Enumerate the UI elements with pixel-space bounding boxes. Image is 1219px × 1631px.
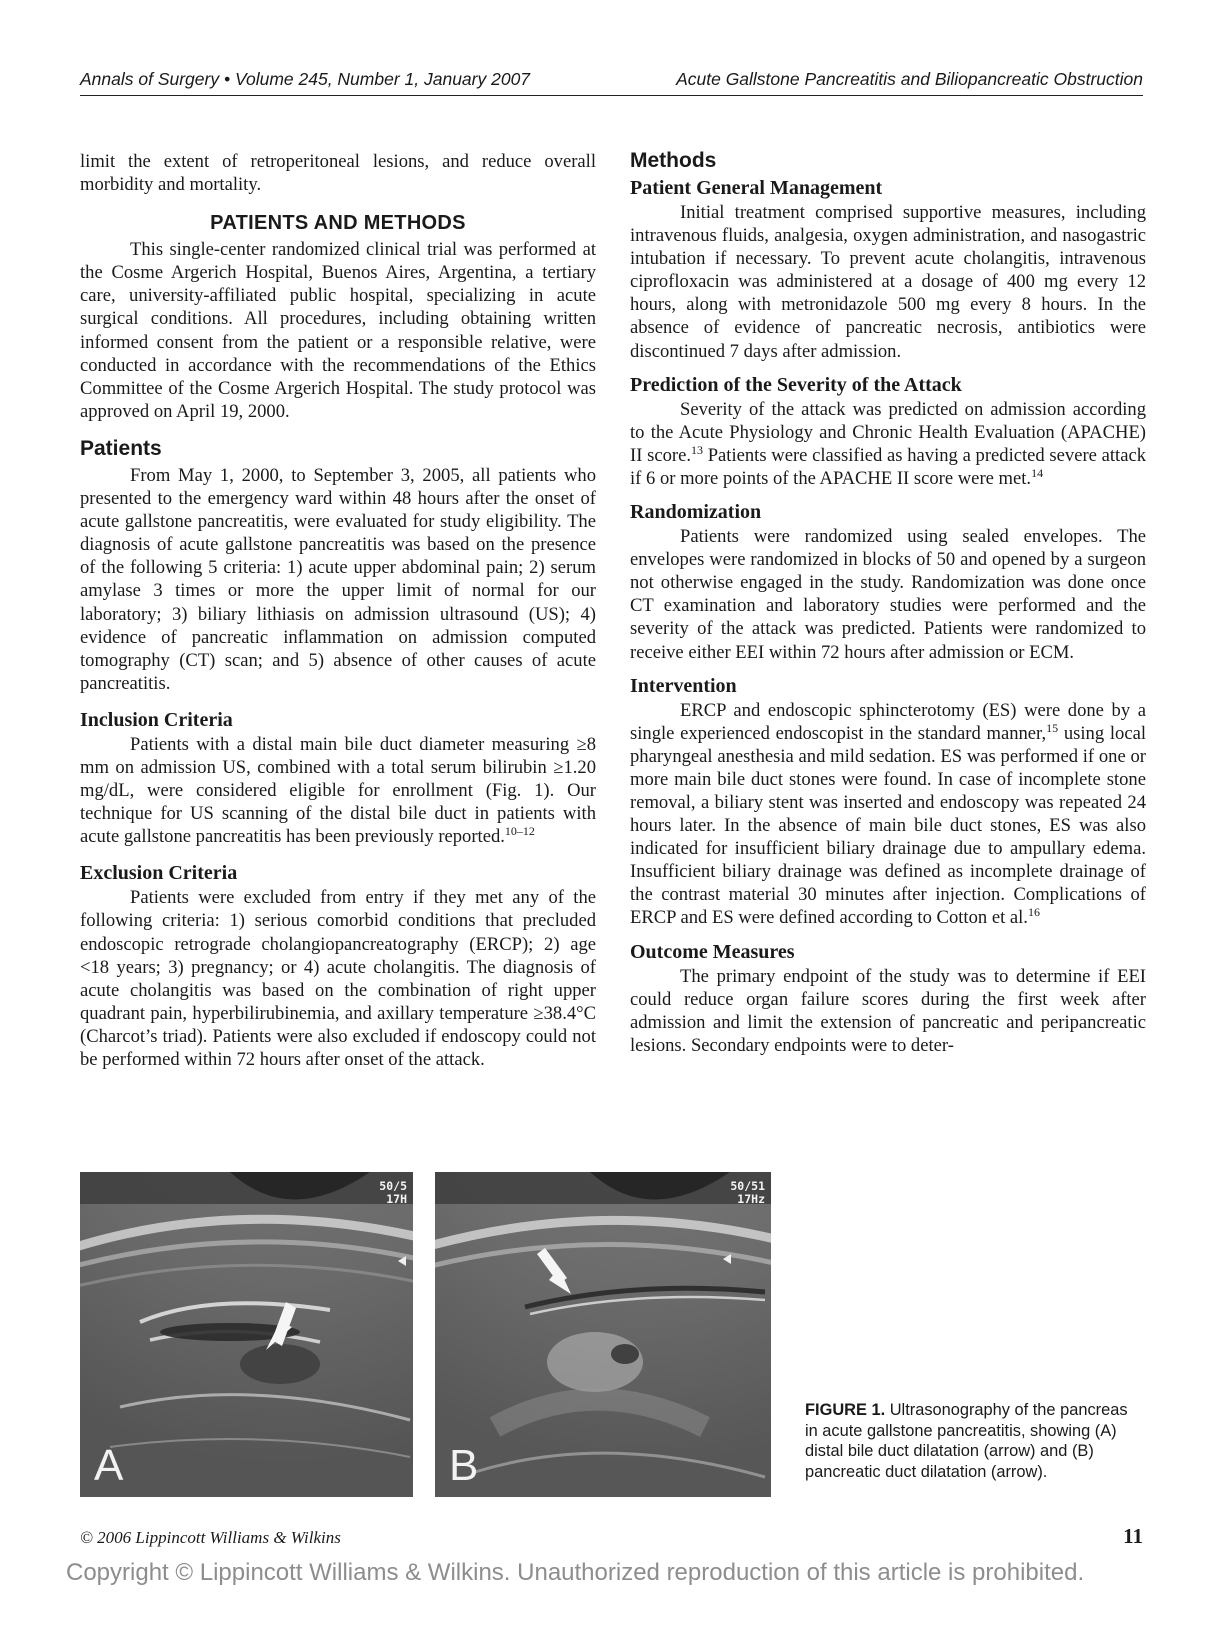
article-short-title: Acute Gallstone Pancreatitis and Biliopancreatic Obstruction xyxy=(676,69,1143,89)
heading-methods: Methods xyxy=(630,149,717,172)
heading-inclusion-criteria: Inclusion Criteria xyxy=(80,708,233,731)
figure-caption-text: Ultrasonography of the pancreas in acute gallstone pancreatitis, showing (A) distal bile duct dilatation (arrow) and (B) pancreatic duct dilatation (arrow). xyxy=(805,1401,1128,1481)
reference-superscript: 16 xyxy=(1027,905,1040,920)
page-number: 11 xyxy=(1123,1524,1143,1548)
heading-randomization: Randomization xyxy=(630,501,762,524)
section-heading-patients-and-methods: PATIENTS AND METHODS xyxy=(210,212,466,235)
intervention-text-b: using local pharyngeal anesthesia and mild sedation. ES was performed if one or more main bile duct stones were found. In case of incomplete stone removal, a biliary stent was inserted and endoscopy was repeated 24 hours later. In the absence of main bile duct stones, ES was also indicated for insufficient biliary drainage due to ampullary edema. Insufficient biliary drainage was defined as incomplete drainage of the contrast material 30 minutes after injection. Complications of ERCP and ES were defined according to Cotton et al. xyxy=(630,722,1146,929)
severity-text-b: Patients were classified as having a predicted severe attack if 6 or more points of the APACHE II score were met. xyxy=(630,444,1146,489)
heading-intervention: Intervention xyxy=(630,674,737,697)
patients-paragraph: From May 1, 2000, to September 3, 2005, all patients who presented to the emergency ward within 48 hours after the onset of acute gallstone pancreatitis, were evaluated for study eligibility. The diagnosis of acute gallstone pancreatitis was based on the presence of the following 5 criteria: 1) acute upper abdominal pain; 2) serum amylase 3 times or more the upper limit of normal for our laboratory; 3) biliary lithiasis on admission ultrasound (US); 4) evidence of pancreatic inflammation on admission computed tomography (CT) scan; and 5) absence of other causes of acute pancreatitis. xyxy=(80,464,596,694)
panel-letter-b: B xyxy=(449,1441,479,1490)
heading-patient-general-management: Patient General Management xyxy=(630,177,883,199)
section-paragraph: This single-center randomized clinical trial was performed at the Cosme Argerich Hospital, Buenos Aires, Argentina, a tertiary care, university-affiliated public hospital, specializing in acute surgical conditions. All procedures, including obtaining written informed consent from the patient or a responsible relative, were conducted in accordance with the recommendations of the Ethics Committee of the Cosme Argerich Hospital. The study protocol was approved on April 19, 2000. xyxy=(80,239,596,422)
ultrasound-scan-a-graphic xyxy=(80,1172,413,1497)
figure-label: FIGURE 1. xyxy=(805,1401,886,1419)
running-head xyxy=(80,66,1143,96)
ultrasound-scan-b-graphic xyxy=(435,1172,771,1497)
intervention-paragraph xyxy=(630,699,1146,930)
readout-line: 17H xyxy=(386,1192,407,1206)
randomization-paragraph: Patients were randomized using sealed envelopes. The envelopes were randomized in blocks of 50 and opened by a surgeon not otherwise engaged in the study. Randomization was done once CT examination and laboratory studies were performed and the severity of the attack was predicted. Patients were randomized to receive either EEI within 72 hours after admission or ECM. xyxy=(630,526,1146,663)
exclusion-paragraph: Patients were excluded from entry if they met any of the following criteria: 1) serious comorbid conditions that precluded endoscopic retrograde cholangiopancreatography (ERCP); 2) age <18 years; 3) pregnancy; or 4) acute cholangitis. The diagnosis of acute cholangitis was based on the combination of right upper quadrant pain, hyperbilirubinemia, and axillary temperature ≥38.4°C (Charcot’s triad). Patients were also excluded if endoscopy could not be performed within 72 hours after onset of the attack. xyxy=(80,887,596,1070)
ultrasound-image-a xyxy=(80,1172,413,1497)
figure-caption xyxy=(805,1400,1143,1482)
heading-exclusion-criteria: Exclusion Criteria xyxy=(80,862,238,885)
outcome-paragraph: The primary endpoint of the study was to determine if EEI could reduce organ failure scores during the first week after admission and limit the extension of pancreatic and peripancreatic lesions. Secondary endpoints were to deter- xyxy=(630,965,1146,1056)
copyright-notice: Copyright © Lippincott Williams & Wilkins. Unauthorized reproduction of this article is prohibited. xyxy=(66,1559,1085,1586)
reference-superscript: 13 xyxy=(690,442,703,457)
readout-line: 50/5 xyxy=(379,1179,407,1193)
readout-line: 50/51 xyxy=(730,1179,765,1193)
intervention-text-a: ERCP and endoscopic sphincterotomy (ES) were done by a single experienced endoscopist in the standard manner, xyxy=(630,699,1146,744)
inclusion-text: Patients with a distal main bile duct diameter measuring ≥8 mm on admission US, combined with a total serum bilirubin ≥1.20 mg/dL, were considered eligible for enrollment (Fig. 1). Our technique for US scanning of the distal bile duct in patients with acute gallstone pancreatitis has been previously reported. xyxy=(80,733,596,848)
heading-severity-prediction: Prediction of the Severity of the Attack xyxy=(630,373,962,396)
scan-readout-a xyxy=(379,1180,407,1206)
heading-outcome-measures: Outcome Measures xyxy=(630,940,795,963)
publisher-footer: © 2006 Lippincott Williams & Wilkins xyxy=(80,1528,341,1547)
severity-paragraph xyxy=(630,398,1146,490)
intro-tail-paragraph: limit the extent of retroperitoneal lesions, and reduce overall morbidity and mortality. xyxy=(80,151,596,196)
left-column xyxy=(80,150,596,1071)
journal-citation: Annals of Surgery • Volume 245, Number 1, January 2007 xyxy=(80,69,531,89)
right-column xyxy=(630,148,1146,1057)
ultrasound-image-b xyxy=(435,1172,771,1497)
reference-superscript: 14 xyxy=(1031,465,1044,480)
heading-patients: Patients xyxy=(80,436,162,460)
inclusion-paragraph xyxy=(80,733,596,848)
reference-superscript: 15 xyxy=(1046,720,1059,735)
reference-superscript: 10–12 xyxy=(504,824,535,839)
readout-line: 17Hz xyxy=(737,1192,765,1206)
management-paragraph: Initial treatment comprised supportive measures, including intravenous fluids, analgesia, oxygen administration, and nasogastric intubation if necessary. To prevent acute cholangitis, intravenous ciprofloxacin was administered at a dosage of 400 mg every 12 hours, along with metronidazole 500 mg every 8 hours. In the absence of evidence of pancreatic necrosis, antibiotics were discontinued 7 days after admission. xyxy=(630,202,1146,362)
scan-readout-b xyxy=(730,1180,765,1206)
panel-letter-a: A xyxy=(94,1441,124,1490)
severity-text-a: Severity of the attack was predicted on admission according to the Acute Physiology and Chronic Health Evaluation (APACHE) II score. xyxy=(630,398,1146,466)
